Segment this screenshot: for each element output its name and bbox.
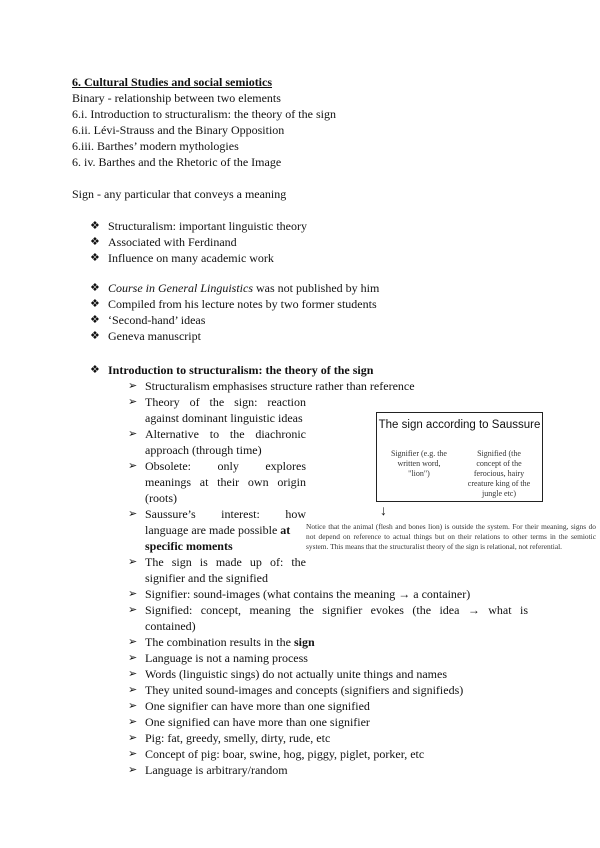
diamond-bullet-icon: ❖ <box>90 220 100 232</box>
sub-item: Concept of pig: boar, swine, hog, piggy, piglet, porker, etc <box>145 747 425 761</box>
sub-item: One signified can have more than one signifier <box>145 715 370 729</box>
intro-line: Binary - relationship between two elements <box>72 91 281 105</box>
sub-item: Alternative to the diachronic <box>145 427 306 441</box>
bullet-item: ‘Second-hand’ ideas <box>108 313 206 327</box>
arrow-bullet-icon: ➢ <box>128 460 138 472</box>
arrow-bullet-icon: ➢ <box>128 748 138 760</box>
intro-line: 6. iv. Barthes and the Rhetoric of the Image <box>72 155 282 169</box>
arrow-bullet-icon: ➢ <box>128 668 138 680</box>
sub-item-continued: contained) <box>145 619 196 633</box>
figure-signifier: Signifier (e.g. the written word, "lion") <box>391 449 447 478</box>
sub-item: One signifier can have more than one signified <box>145 699 370 713</box>
arrow-bullet-icon: ➢ <box>128 764 138 776</box>
course-rest: was not published by him <box>253 281 380 295</box>
bullet-item: Compiled from his lecture notes by two former students <box>108 297 377 311</box>
course-title: Course in General Linguistics <box>108 281 254 295</box>
sub-item-continued: approach (through time) <box>145 443 262 457</box>
figure-caption: Notice that the animal (flesh and bones lion) is outside the system. For their meaning, signs do not depend on reference to actual things but on their relations to other terms in the semiotic system. This means that the structuralist theory of the sign is relational, not referential. <box>306 522 596 551</box>
intro-line: 6.i. Introduction to structuralism: the theory of the sign <box>72 107 336 121</box>
sub-item-text: language are made possible <box>145 523 281 537</box>
sub-item: Language is arbitrary/random <box>145 763 288 777</box>
sub-item-continued <box>145 522 290 538</box>
diamond-bullet-icon: ❖ <box>90 282 100 294</box>
diamond-bullet-icon: ❖ <box>90 236 100 248</box>
sub-item: Obsolete: only explores <box>145 459 306 473</box>
sub-item-continued: signifier and the signified <box>145 571 268 585</box>
bullet-item: Structuralism: important linguistic theory <box>108 219 307 233</box>
arrow-bullet-icon: ➢ <box>128 636 138 648</box>
arrow-bullet-icon: ➢ <box>128 556 138 568</box>
sub-item: Language is not a naming process <box>145 651 308 665</box>
sub-item: Words (linguistic sings) do not actually unite things and names <box>145 667 447 681</box>
bullet-item <box>108 280 379 296</box>
diamond-bullet-icon: ❖ <box>90 364 100 376</box>
arrow-bullet-icon: ➢ <box>128 604 138 616</box>
down-arrow-icon: ↓ <box>380 504 387 519</box>
arrow-bullet-icon: ➢ <box>128 588 138 600</box>
sub-item: They united sound-images and concepts (signifiers and signifieds) <box>145 683 464 697</box>
intro-line: 6.iii. Barthes’ modern mythologies <box>72 139 239 153</box>
bullet-item: Influence on many academic work <box>108 251 274 265</box>
sub-item: Signified: concept, meaning the signifier evokes (the idea → what is <box>145 603 528 617</box>
sign-definition: Sign - any particular that conveys a meaning <box>72 187 287 201</box>
emphasis-text: specific moments <box>145 539 233 553</box>
sub-item: Structuralism emphasises structure rather than reference <box>145 379 415 393</box>
emphasis-text: at <box>280 523 291 537</box>
sub-item-text: The combination results in the <box>145 635 294 649</box>
bullet-item: Geneva manuscript <box>108 329 201 343</box>
arrow-bullet-icon: ➢ <box>128 380 138 392</box>
sub-item-continued: (roots) <box>145 491 177 505</box>
arrow-bullet-icon: ➢ <box>128 684 138 696</box>
diamond-bullet-icon: ❖ <box>90 314 100 326</box>
sub-item: The sign is made up of: the <box>145 555 306 569</box>
section-heading: Introduction to structuralism: the theory of the sign <box>108 363 374 377</box>
sub-item-continued: meanings at their own origin <box>145 475 306 489</box>
page-heading: 6. Cultural Studies and social semiotics <box>72 75 273 89</box>
arrow-bullet-icon: ➢ <box>128 700 138 712</box>
figure-signified: Signified (the concept of the ferocious, hairy creature king of the jungle etc) <box>467 449 531 498</box>
figure-title: The sign according to Saussure <box>378 419 541 431</box>
arrow-bullet-icon: ➢ <box>128 716 138 728</box>
diamond-bullet-icon: ❖ <box>90 330 100 342</box>
diamond-bullet-icon: ❖ <box>90 252 100 264</box>
bullet-item: Associated with Ferdinand <box>108 235 237 249</box>
intro-line: 6.ii. Lévi-Strauss and the Binary Opposition <box>72 123 285 137</box>
sub-item: Signifier: sound-images (what contains the meaning → a container) <box>145 587 471 601</box>
sub-item <box>145 634 315 650</box>
arrow-bullet-icon: ➢ <box>128 428 138 440</box>
sub-item: Saussure’s interest: how <box>145 507 306 521</box>
arrow-bullet-icon: ➢ <box>128 396 138 408</box>
sub-item: Theory of the sign: reaction <box>145 395 306 409</box>
arrow-bullet-icon: ➢ <box>128 732 138 744</box>
arrow-bullet-icon: ➢ <box>128 508 138 520</box>
sub-item: Pig: fat, greedy, smelly, dirty, rude, etc <box>145 731 331 745</box>
saussure-sign-figure <box>376 412 543 502</box>
sub-item-continued: against dominant linguistic ideas <box>145 411 303 425</box>
diamond-bullet-icon: ❖ <box>90 298 100 310</box>
arrow-bullet-icon: ➢ <box>128 652 138 664</box>
emphasis-text: sign <box>293 635 315 649</box>
